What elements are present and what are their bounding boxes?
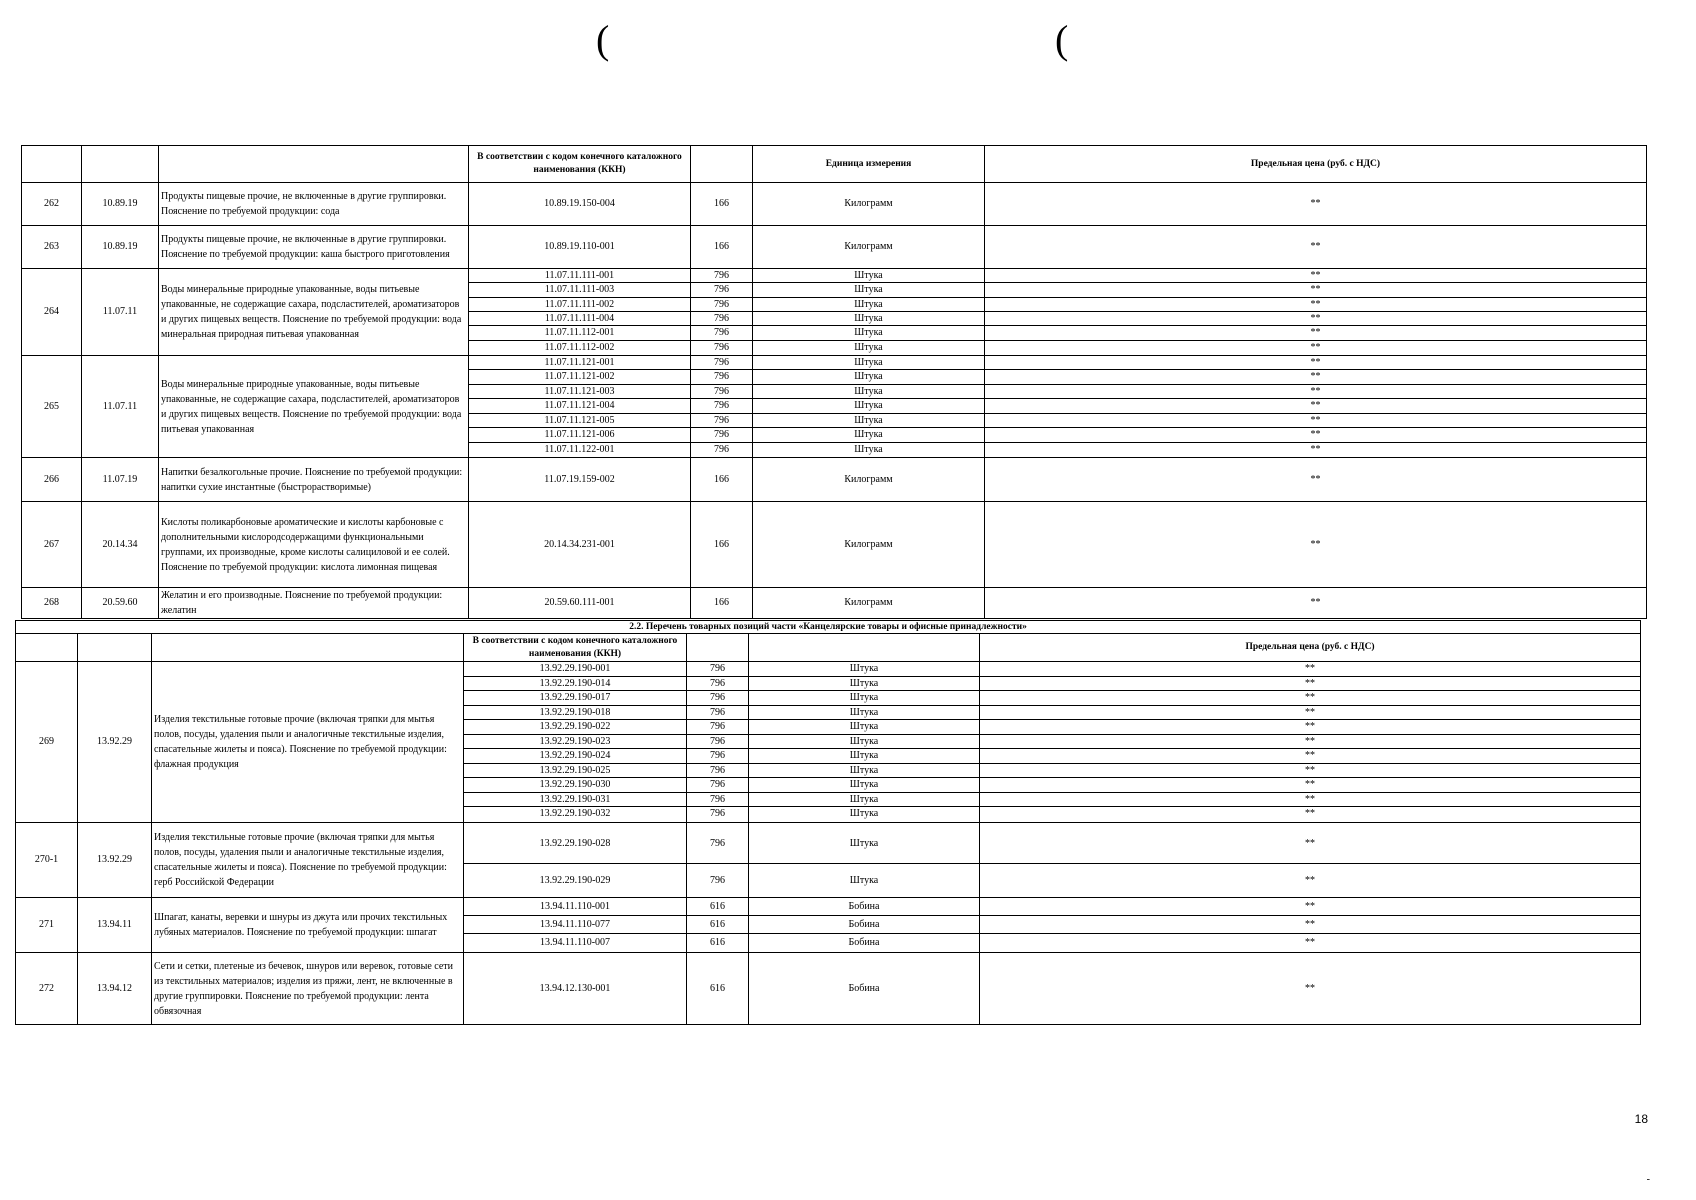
kkn-code: 11.07.11.122-001 bbox=[544, 443, 615, 455]
corner-mark: - bbox=[1646, 1174, 1650, 1185]
okei-code: 166 bbox=[691, 588, 753, 619]
okei-code: 166 bbox=[691, 226, 753, 269]
table-row bbox=[22, 588, 1647, 619]
price-value: ** bbox=[980, 953, 1641, 1025]
row-number: 271 bbox=[16, 898, 78, 953]
product-description: Кислоты поликарбоновые ароматические и кислоты карбоновые с дополнительными кислородсодержащими функциональными группами, их производные, кроме кислоты салициловой и ее солей. Пояснение по требуемой продукции: кислота лимонная пищевая bbox=[159, 502, 469, 588]
row-number: 269 bbox=[16, 662, 78, 823]
price-value: ** bbox=[980, 720, 1640, 735]
price-value: ** bbox=[985, 298, 1646, 312]
table-row bbox=[16, 662, 1641, 823]
table-row bbox=[16, 823, 1641, 898]
kkn-code-cell bbox=[469, 269, 691, 356]
top-mark-left: ( bbox=[596, 17, 610, 62]
okei-code: 796 bbox=[691, 326, 752, 340]
okpd-code: 11.07.19 bbox=[82, 458, 159, 502]
products-table-office bbox=[15, 620, 1641, 1025]
kkn-code: 20.14.34.231-001 bbox=[469, 502, 691, 588]
table-row bbox=[22, 458, 1647, 502]
okei-code: 796 bbox=[687, 691, 748, 706]
price-value: ** bbox=[985, 269, 1646, 283]
unit-name: Штука bbox=[849, 808, 879, 820]
okei-code: 796 bbox=[687, 749, 748, 764]
kkn-code: 13.92.29.190-023 bbox=[464, 735, 686, 750]
price-value-cell bbox=[985, 356, 1647, 458]
price-value: ** bbox=[985, 226, 1647, 269]
kkn-code: 13.92.29.190-032 bbox=[539, 808, 611, 820]
unit-name: Штука bbox=[749, 749, 979, 764]
unit-name: Штука bbox=[854, 341, 883, 353]
kkn-code: 11.07.11.121-002 bbox=[469, 370, 690, 384]
price-value: ** bbox=[980, 793, 1640, 808]
okei-code: 796 bbox=[710, 808, 725, 820]
price-value: ** bbox=[980, 916, 1640, 934]
okpd-code: 13.94.12 bbox=[78, 953, 152, 1025]
price-value-cell bbox=[980, 662, 1641, 823]
price-value: ** bbox=[1305, 937, 1316, 948]
okei-code-cell bbox=[691, 269, 753, 356]
kkn-code: 11.07.11.121-004 bbox=[469, 399, 690, 413]
unit-name: Штука bbox=[849, 875, 879, 886]
header-cell-unit-empty bbox=[749, 634, 980, 662]
kkn-code: 13.92.29.190-014 bbox=[464, 677, 686, 692]
price-value: ** bbox=[985, 414, 1646, 428]
unit-name: Штука bbox=[753, 385, 984, 399]
row-number: 265 bbox=[22, 356, 82, 458]
product-description: Воды минеральные природные упакованные, воды питьевые упакованные, не содержащие сахара, подсластителей, ароматизаторов и других пищевых веществ. Пояснение по требуемой продукции: вода питьевая упакованная bbox=[159, 356, 469, 458]
kkn-code: 10.89.19.150-004 bbox=[469, 183, 691, 226]
header-price: Предельная цена (руб. с НДС) bbox=[985, 146, 1647, 183]
unit-name: Штука bbox=[749, 720, 979, 735]
table-row bbox=[22, 183, 1647, 226]
product-description: Шпагат, канаты, веревки и шнуры из джута или прочих текстильных лубяных материалов. Пояснение по требуемой продукции: шпагат bbox=[152, 898, 464, 953]
table-row bbox=[22, 502, 1647, 588]
header-cell-number bbox=[16, 634, 78, 662]
unit-name: Штука bbox=[753, 428, 984, 442]
product-description: Изделия текстильные готовые прочие (включая тряпки для мытья полов, посуды, удаления пыли и аналогичные текстильные изделия, спасательные жилеты и пояса). Пояснение по требуемой продукции: герб Российской Федерации bbox=[152, 823, 464, 898]
product-description: Изделия текстильные готовые прочие (включая тряпки для мытья полов, посуды, удаления пыли и аналогичные текстильные изделия, спасательные жилеты и пояса). Пояснение по требуемой продукции: флажная продукция bbox=[152, 662, 464, 823]
unit-name: Штука bbox=[753, 414, 984, 428]
kkn-code-cell bbox=[464, 662, 687, 823]
unit-name-cell bbox=[753, 356, 985, 458]
unit-name: Бобина bbox=[749, 916, 979, 934]
okei-code: 796 bbox=[687, 720, 748, 735]
unit-name: Килограмм bbox=[753, 226, 985, 269]
okpd-code: 13.92.29 bbox=[78, 823, 152, 898]
price-value: ** bbox=[980, 823, 1640, 864]
table-row bbox=[16, 953, 1641, 1025]
kkn-code: 13.92.29.190-030 bbox=[464, 778, 686, 793]
row-number: 263 bbox=[22, 226, 82, 269]
price-value: ** bbox=[980, 677, 1640, 692]
table-row bbox=[16, 898, 1641, 953]
header-cell-description bbox=[159, 146, 469, 183]
price-value: ** bbox=[980, 778, 1640, 793]
product-description: Желатин и его производные. Пояснение по требуемой продукции: желатин bbox=[159, 588, 469, 619]
price-value: ** bbox=[985, 428, 1646, 442]
price-value: ** bbox=[1305, 875, 1316, 886]
okpd-code: 11.07.11 bbox=[82, 269, 159, 356]
unit-name: Штука bbox=[749, 735, 979, 750]
kkn-code: 13.94.12.130-001 bbox=[464, 953, 687, 1025]
kkn-code: 13.92.29.190-001 bbox=[464, 662, 686, 677]
product-description: Воды минеральные природные упакованные, воды питьевые упакованные, не содержащие сахара, подсластителей, ароматизаторов и других пищевых веществ. Пояснение по требуемой продукции: вода минеральная природная питьевая упакованная bbox=[159, 269, 469, 356]
unit-name: Штука bbox=[749, 662, 979, 677]
okei-code: 796 bbox=[691, 356, 752, 370]
unit-name: Штука bbox=[753, 326, 984, 340]
okei-code: 796 bbox=[687, 677, 748, 692]
price-value: ** bbox=[985, 588, 1647, 619]
product-description: Продукты пищевые прочие, не включенные в другие группировки. Пояснение по требуемой продукции: каша быстрого приготовления bbox=[159, 226, 469, 269]
unit-name: Штука bbox=[753, 283, 984, 297]
okei-code-cell bbox=[687, 823, 749, 898]
row-number: 270-1 bbox=[16, 823, 78, 898]
unit-name: Штука bbox=[749, 793, 979, 808]
price-value: ** bbox=[980, 898, 1640, 916]
unit-name: Штука bbox=[749, 764, 979, 779]
price-value: ** bbox=[1310, 341, 1321, 353]
kkn-code: 11.07.11.121-003 bbox=[469, 385, 690, 399]
kkn-code: 11.07.11.112-001 bbox=[469, 326, 690, 340]
kkn-code: 13.94.11.110-007 bbox=[539, 937, 611, 948]
okpd-code: 10.89.19 bbox=[82, 226, 159, 269]
unit-name: Штука bbox=[749, 706, 979, 721]
price-value: ** bbox=[985, 356, 1646, 370]
table-header-row bbox=[22, 146, 1647, 183]
table-row bbox=[22, 356, 1647, 458]
kkn-code: 11.07.11.111-001 bbox=[469, 269, 690, 283]
okei-code: 796 bbox=[710, 875, 725, 886]
unit-name: Штука bbox=[749, 691, 979, 706]
okei-code: 796 bbox=[691, 283, 752, 297]
price-value: ** bbox=[985, 385, 1646, 399]
header-cell-code bbox=[82, 146, 159, 183]
header-cell-okei bbox=[691, 146, 753, 183]
okpd-code: 20.59.60 bbox=[82, 588, 159, 619]
kkn-code: 13.94.11.110-001 bbox=[464, 898, 686, 916]
unit-name: Штука bbox=[749, 677, 979, 692]
header-kkn: В соответствии с кодом конечного каталожного наименования (ККН) bbox=[469, 146, 691, 183]
header-cell-code bbox=[78, 634, 152, 662]
row-number: 264 bbox=[22, 269, 82, 356]
kkn-code: 13.92.29.190-031 bbox=[464, 793, 686, 808]
okei-code: 616 bbox=[687, 916, 748, 934]
okei-code: 796 bbox=[691, 298, 752, 312]
okei-code: 796 bbox=[691, 385, 752, 399]
unit-name: Штука bbox=[753, 399, 984, 413]
okei-code: 796 bbox=[687, 764, 748, 779]
header-cell-description bbox=[152, 634, 464, 662]
okei-code: 166 bbox=[691, 458, 753, 502]
kkn-code: 11.07.19.159-002 bbox=[469, 458, 691, 502]
kkn-code: 11.07.11.111-004 bbox=[469, 312, 690, 326]
header-cell-okei bbox=[687, 634, 749, 662]
kkn-code: 13.92.29.190-028 bbox=[464, 823, 686, 864]
kkn-code: 10.89.19.110-001 bbox=[469, 226, 691, 269]
header-kkn: В соответствии с кодом конечного каталожного наименования (ККН) bbox=[464, 634, 687, 662]
unit-name-cell bbox=[749, 823, 980, 898]
kkn-code: 11.07.11.112-002 bbox=[544, 341, 615, 353]
table-row bbox=[22, 269, 1647, 356]
unit-name: Килограмм bbox=[753, 588, 985, 619]
unit-name: Штука bbox=[749, 778, 979, 793]
price-value: ** bbox=[1305, 808, 1316, 820]
section-title-row bbox=[16, 621, 1641, 634]
page-number: 18 bbox=[1634, 1112, 1648, 1126]
price-value: ** bbox=[985, 283, 1646, 297]
okpd-code: 20.14.34 bbox=[82, 502, 159, 588]
price-value: ** bbox=[980, 706, 1640, 721]
kkn-code: 13.92.29.190-017 bbox=[464, 691, 686, 706]
unit-name: Килограмм bbox=[753, 183, 985, 226]
kkn-code: 13.92.29.190-025 bbox=[464, 764, 686, 779]
row-number: 266 bbox=[22, 458, 82, 502]
okei-code: 616 bbox=[710, 937, 725, 948]
okei-code: 796 bbox=[687, 778, 748, 793]
table-header-row bbox=[16, 634, 1641, 662]
product-description: Сети и сетки, плетеные из бечевок, шнуров или веревок, готовые сети из текстильных материалов; изделия из пряжи, лент, не включенные в другие группировки. Пояснение по требуемой продукции: лента обвязочная bbox=[152, 953, 464, 1025]
product-description: Напитки безалкогольные прочие. Пояснение по требуемой продукции: напитки сухие инстантные (быстрорастворимые) bbox=[159, 458, 469, 502]
okei-code: 796 bbox=[687, 793, 748, 808]
price-value: ** bbox=[985, 458, 1647, 502]
unit-name: Штука bbox=[753, 312, 984, 326]
kkn-code: 13.92.29.190-018 bbox=[464, 706, 686, 721]
price-value: ** bbox=[985, 312, 1646, 326]
okei-code: 796 bbox=[714, 443, 729, 455]
table-row bbox=[22, 226, 1647, 269]
unit-name: Килограмм bbox=[753, 458, 985, 502]
unit-name-cell bbox=[753, 269, 985, 356]
price-value: ** bbox=[985, 326, 1646, 340]
price-value: ** bbox=[980, 749, 1640, 764]
kkn-code: 11.07.11.111-003 bbox=[469, 283, 690, 297]
price-value: ** bbox=[980, 735, 1640, 750]
row-number: 268 bbox=[22, 588, 82, 619]
top-mark-right: ( bbox=[1055, 17, 1069, 62]
unit-name: Штука bbox=[753, 370, 984, 384]
price-value: ** bbox=[985, 183, 1647, 226]
price-value: ** bbox=[985, 399, 1646, 413]
unit-name-cell bbox=[749, 898, 980, 953]
kkn-code: 20.59.60.111-001 bbox=[469, 588, 691, 619]
okei-code: 616 bbox=[687, 953, 749, 1025]
okei-code: 796 bbox=[687, 706, 748, 721]
header-unit: Единица измерения bbox=[753, 146, 985, 183]
okei-code: 616 bbox=[687, 898, 748, 916]
unit-name: Бобина bbox=[749, 898, 979, 916]
header-price: Предельная цена (руб. с НДС) bbox=[980, 634, 1641, 662]
kkn-code: 13.94.11.110-077 bbox=[464, 916, 686, 934]
kkn-code-cell bbox=[469, 356, 691, 458]
okpd-code: 13.94.11 bbox=[78, 898, 152, 953]
price-value-cell bbox=[980, 823, 1641, 898]
okei-code: 796 bbox=[691, 428, 752, 442]
okei-code: 796 bbox=[691, 269, 752, 283]
product-description: Продукты пищевые прочие, не включенные в другие группировки. Пояснение по требуемой продукции: сода bbox=[159, 183, 469, 226]
price-value: ** bbox=[1310, 443, 1321, 455]
header-cell-number bbox=[22, 146, 82, 183]
okei-code-cell bbox=[691, 356, 753, 458]
row-number: 272 bbox=[16, 953, 78, 1025]
unit-name-cell bbox=[749, 662, 980, 823]
okei-code: 796 bbox=[687, 823, 748, 864]
okei-code: 796 bbox=[687, 735, 748, 750]
unit-name: Штука bbox=[753, 298, 984, 312]
okpd-code: 11.07.11 bbox=[82, 356, 159, 458]
okei-code: 796 bbox=[691, 312, 752, 326]
kkn-code: 13.92.29.190-024 bbox=[464, 749, 686, 764]
price-value: ** bbox=[985, 502, 1647, 588]
unit-name: Бобина bbox=[848, 937, 880, 948]
okei-code-cell bbox=[687, 662, 749, 823]
unit-name: Штука bbox=[854, 443, 883, 455]
unit-name: Штука bbox=[753, 356, 984, 370]
okei-code-cell bbox=[687, 898, 749, 953]
okei-code: 796 bbox=[691, 399, 752, 413]
kkn-code: 11.07.11.111-002 bbox=[469, 298, 690, 312]
okei-code: 796 bbox=[691, 370, 752, 384]
okei-code: 796 bbox=[687, 662, 748, 677]
kkn-code: 11.07.11.121-001 bbox=[469, 356, 690, 370]
okpd-code: 10.89.19 bbox=[82, 183, 159, 226]
kkn-code: 13.92.29.190-029 bbox=[539, 875, 611, 886]
section-title: 2.2. Перечень товарных позиций части «Канцелярские товары и офисные принадлежности» bbox=[16, 621, 1641, 634]
price-value: ** bbox=[980, 764, 1640, 779]
row-number: 267 bbox=[22, 502, 82, 588]
price-value-cell bbox=[985, 269, 1647, 356]
price-value: ** bbox=[985, 370, 1646, 384]
okei-code: 166 bbox=[691, 183, 753, 226]
kkn-code: 11.07.11.121-006 bbox=[469, 428, 690, 442]
unit-name: Штука bbox=[753, 269, 984, 283]
kkn-code: 11.07.11.121-005 bbox=[469, 414, 690, 428]
okei-code: 796 bbox=[714, 341, 729, 353]
price-value-cell bbox=[980, 898, 1641, 953]
kkn-code: 13.92.29.190-022 bbox=[464, 720, 686, 735]
okei-code: 166 bbox=[691, 502, 753, 588]
price-value: ** bbox=[980, 691, 1640, 706]
price-value: ** bbox=[980, 662, 1640, 677]
unit-name: Бобина bbox=[749, 953, 980, 1025]
unit-name: Штука bbox=[749, 823, 979, 864]
unit-name: Килограмм bbox=[753, 502, 985, 588]
okei-code: 796 bbox=[691, 414, 752, 428]
kkn-code-cell bbox=[464, 898, 687, 953]
row-number: 262 bbox=[22, 183, 82, 226]
kkn-code-cell bbox=[464, 823, 687, 898]
okpd-code: 13.92.29 bbox=[78, 662, 152, 823]
products-table-food bbox=[21, 145, 1647, 619]
